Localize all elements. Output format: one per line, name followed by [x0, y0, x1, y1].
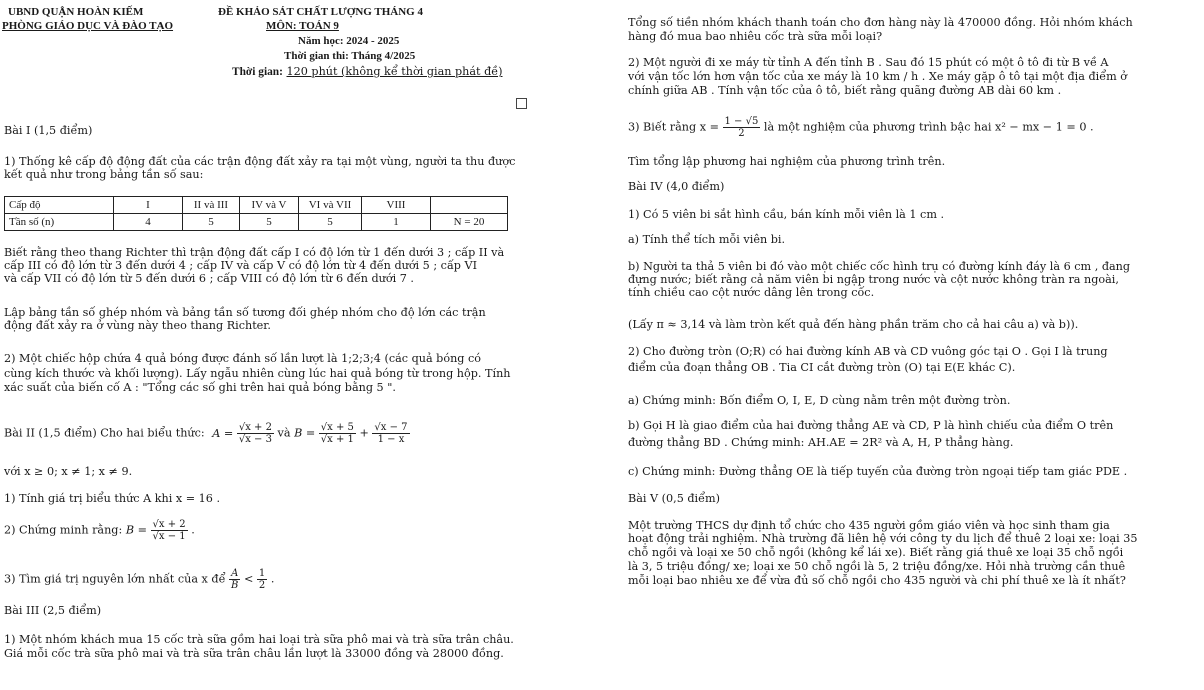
- frequency-table: [4, 196, 508, 231]
- right-line-8: 1) Có 5 viên bi sắt hình cầu, bán kính mỗi viên là 1 cm .: [628, 208, 945, 221]
- right-line-11: đựng nước; biết rằng cả năm viên bi ngập trong nước và cột nước không tràn ra ngoài,: [628, 273, 1119, 286]
- fraction-one-half: $\frac{1}{2}$: [258, 568, 266, 591]
- bai1-q2-line1: 2) Một chiếc hộp chứa 4 quả bóng được đánh số lần lượt là 1;2;3;4 (các quả bóng có: [4, 352, 481, 365]
- org-name: UBND QUẬN HOÀN KIẾM: [8, 6, 144, 18]
- bai2-condition: với x ≥ 0; x ≠ 1; x ≠ 9.: [4, 465, 133, 478]
- right-line-9: a) Tính thể tích mỗi viên bi.: [628, 233, 786, 246]
- fraction-B-simplified: $\frac{√x + 2}{√x - 1}$: [152, 519, 186, 542]
- table-cell: 5: [299, 214, 362, 231]
- table-cell: 5: [183, 214, 240, 231]
- table-cell: Tần số (n): [5, 214, 114, 231]
- bai1-para-4: Lập bảng tần số ghép nhóm và bảng tần số tương đối ghép nhóm cho độ lớn các trận: [4, 306, 486, 319]
- right-line-16: a) Chứng minh: Bốn điểm O, I, E, D cùng nằm trên một đường tròn.: [628, 394, 1011, 407]
- school-year: Năm học: 2024 - 2025: [298, 35, 400, 47]
- table-cell: VI và VII: [299, 197, 362, 214]
- right-line-17: b) Gọi H là giao điểm của hai đường thẳng AE và CD, P là hình chiếu của điểm O trên: [628, 419, 1114, 432]
- fraction-root: $\frac{1 - √5}{2}$: [724, 116, 759, 139]
- bai1-title: Bài I (1,5 điểm): [4, 124, 93, 137]
- right-line-21: hoạt động trải nghiệm. Nhà trường đã liên hệ với công ty du lịch để thuê 2 loại xe: loại 35: [628, 532, 1138, 545]
- right-line-6: 3) Biết rằng x = $\frac{1 - √5}{2}$ là một nghiệm của phương trình bậc hai x² − mx − 1 = 0 .: [628, 116, 1094, 139]
- right-line-4: với vận tốc lớn hơn vận tốc của xe máy là 10 km / h . Xe máy gặp ô tô tại một địa điểm ở: [628, 70, 1127, 83]
- right-line-14: 2) Cho đường tròn (O;R) có hai đường kính AB và CD vuông góc tại O . Gọi I là trung: [628, 345, 1108, 358]
- table-cell: II và III: [183, 197, 240, 214]
- table-cell: [431, 197, 508, 214]
- bai2-statement: Bài II (1,5 điểm) Cho hai biểu thức: A = $\frac{√x + 2}{√x - 3}$ và B = $\frac{√x + 5}{√x + 1}$ + $\frac{√x - 7}{1 - x}$: [4, 422, 408, 445]
- exam-subject: MÔN: TOÁN 9: [266, 20, 339, 32]
- fraction-A-over-B: $\frac{A}{B}$: [231, 568, 239, 591]
- table-cell: 4: [114, 214, 183, 231]
- bai3-title: Bài III (2,5 điểm): [4, 604, 102, 617]
- table-row: [5, 197, 508, 214]
- table-cell: I: [114, 197, 183, 214]
- bai1-q1-line1: 1) Thống kê cấp độ động đất của các trận động đất xảy ra tại một vùng, người ta thu được: [4, 155, 516, 168]
- table-cell: Cấp độ: [5, 197, 114, 214]
- right-line-5: chính giữa AB . Tính vận tốc của ô tô, biết rằng quãng đường AB dài 60 km .: [628, 84, 1062, 97]
- right-line-24: mỗi loại bao nhiêu xe để vừa đủ số chỗ ngồi cho 435 người và chi phí thuê xe là ít nhất?: [628, 574, 1126, 587]
- bai2-q1: 1) Tính giá trị biểu thức A khi x = 16 .: [4, 492, 220, 505]
- table-cell: IV và V: [240, 197, 299, 214]
- right-line-18: đường thẳng BD . Chứng minh: AH.AE = 2R² và A, H, P thẳng hàng.: [628, 436, 1014, 449]
- exam-title: ĐỀ KHẢO SÁT CHẤT LƯỢNG THÁNG 4: [218, 6, 423, 18]
- bai2-q3: 3) Tìm giá trị nguyên lớn nhất của x để $\frac{A}{B}$ < $\frac{1}{2}$ .: [4, 568, 275, 591]
- table-cell: 1: [362, 214, 431, 231]
- exam-date: Thời gian thi: Tháng 4/2025: [284, 50, 416, 62]
- bai1-para-3: và cấp VII có độ lớn từ 5 đến dưới 6 ; cấp VIII có độ lớn từ 6 đến dưới 7 .: [4, 272, 414, 285]
- table-cell: N = 20: [431, 214, 508, 231]
- bai3-q1-line2: Giá mỗi cốc trà sữa phô mai và trà sữa trân châu lần lượt là 33000 đồng và 28000 đồng.: [4, 647, 504, 660]
- right-line-2: hàng đó mua bao nhiêu cốc trà sữa mỗi loại?: [628, 30, 883, 43]
- table-cell: 5: [240, 214, 299, 231]
- fraction-B1: $\frac{√x + 5}{√x + 1}$: [320, 422, 354, 445]
- bai1-para-2: cấp III có độ lớn từ 3 đến dưới 4 ; cấp IV và cấp V có độ lớn từ 4 đến dưới 5 ; cấp VI: [4, 259, 478, 272]
- exam-duration: Thời gian: 120 phút (không kể thời gian phát đề): [232, 65, 503, 78]
- table-cell: VIII: [362, 197, 431, 214]
- right-line-23: là 3, 5 triệu đồng/ xe; loại xe 50 chỗ ngồi là 5, 2 triệu đồng/xe. Hỏi nhà trường cần thuê: [628, 560, 1126, 573]
- fraction-B2: $\frac{√x - 7}{1 - x}$: [374, 422, 408, 445]
- bai1-q1-line2: kết quả như trong bảng tần số sau:: [4, 168, 204, 181]
- bai1-q2-line3: xác suất của biến cố A : "Tổng các số ghi trên hai quả bóng bằng 5 ".: [4, 381, 396, 394]
- bai1-para-1: Biết rằng theo thang Richter thì trận động đất cấp I có độ lớn từ 1 đến dưới 3 ; cấp II và: [4, 246, 505, 259]
- fraction-A: $\frac{√x + 2}{√x - 3}$: [238, 422, 272, 445]
- right-line-1: Tổng số tiền nhóm khách thanh toán cho đơn hàng này là 470000 đồng. Hỏi nhóm khách: [628, 16, 1133, 29]
- org-department: PHÒNG GIÁO DỤC VÀ ĐÀO TẠO: [2, 20, 174, 32]
- right-line-20: Một trường THCS dự định tổ chức cho 435 người gồm giáo viên và học sinh tham gia: [628, 519, 1110, 532]
- bai2-q2: 2) Chứng minh rằng: B = $\frac{√x + 2}{√x - 1}$ .: [4, 519, 195, 542]
- bai1-para-5: động đất xảy ra ở vùng này theo thang Richter.: [4, 319, 271, 332]
- right-line-3: 2) Một người đi xe máy từ tỉnh A đến tỉnh B . Sau đó 15 phút có một ô tô đi từ B về A: [628, 56, 1109, 69]
- bai4-title: Bài IV (4,0 điểm): [628, 180, 725, 193]
- right-line-13: (Lấy π ≈ 3,14 và làm tròn kết quả đến hàng phần trăm cho cả hai câu a) và b)).: [628, 318, 1079, 331]
- right-line-7: Tìm tổng lập phương hai nghiệm của phương trình trên.: [628, 155, 946, 168]
- bai5-title: Bài V (0,5 điểm): [628, 492, 720, 505]
- right-line-10: b) Người ta thả 5 viên bi đó vào một chiếc cốc hình trụ có đường kính đáy là 6 cm , đang: [628, 260, 1131, 273]
- bai1-q2-line2: cùng kích thước và khối lượng). Lấy ngẫu nhiên cùng lúc hai quả bóng từ trong hộp. Tính: [4, 367, 511, 380]
- right-line-12: tính chiều cao cột nước dâng lên trong cốc.: [628, 286, 875, 299]
- table-row: [5, 214, 508, 231]
- checkbox-box: [516, 98, 527, 109]
- right-line-19: c) Chứng minh: Đường thẳng OE là tiếp tuyến của đường tròn ngoại tiếp tam giác PDE .: [628, 465, 1128, 478]
- bai3-q1-line1: 1) Một nhóm khách mua 15 cốc trà sữa gồm hai loại trà sữa phô mai và trà sữa trân châu.: [4, 633, 514, 646]
- right-line-15: điểm của đoạn thẳng OB . Tia CI cắt đường tròn (O) tại E(E khác C).: [628, 361, 1016, 374]
- right-line-22: chỗ ngồi và loại xe 50 chỗ ngồi (không kể lái xe). Biết rằng giá thuê xe loại 35 chỗ ngồi: [628, 546, 1124, 559]
